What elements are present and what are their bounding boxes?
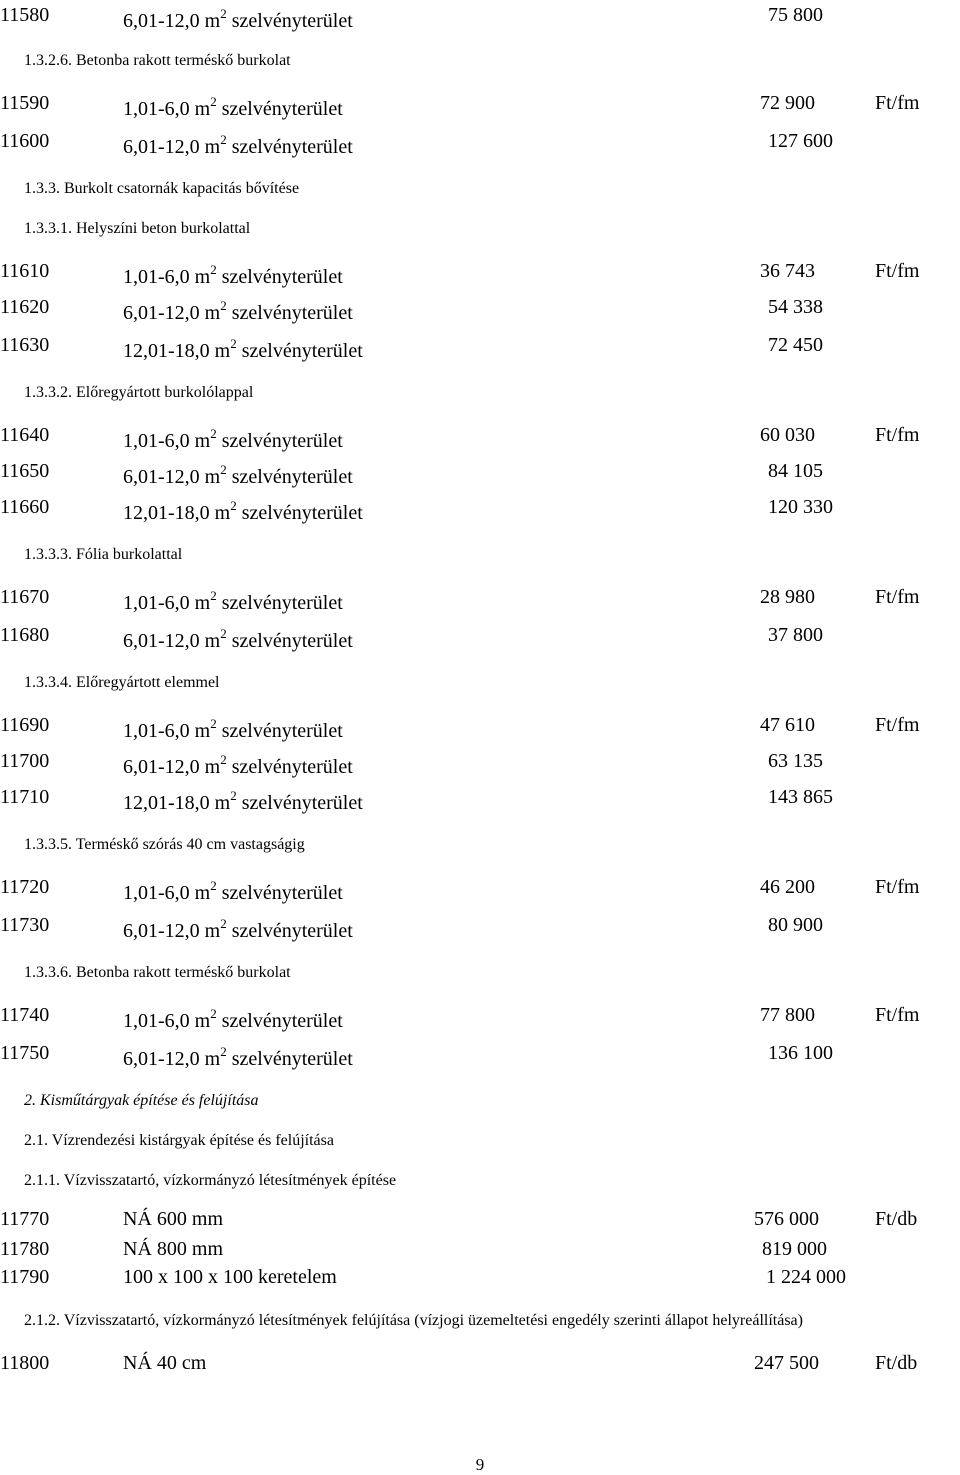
- item-description: [123, 262, 343, 289]
- area-exponent: 2: [220, 916, 227, 931]
- area-unit: m: [194, 592, 211, 614]
- area-range: 1,01-6,0: [123, 1010, 195, 1032]
- item-price: 72 900: [760, 92, 815, 114]
- area-unit: m: [214, 340, 231, 362]
- area-unit: m: [204, 10, 221, 32]
- price-row: [0, 1266, 960, 1300]
- area-exponent: 2: [230, 788, 237, 803]
- area-range: 6,01-12,0: [123, 630, 205, 652]
- item-description: [123, 788, 363, 815]
- area-exponent: 2: [230, 336, 237, 351]
- item-code: 11640: [0, 424, 50, 446]
- item-description: [123, 336, 363, 363]
- item-code: 11800: [0, 1352, 50, 1374]
- item-code: 11670: [0, 586, 50, 608]
- item-price: 46 200: [760, 876, 815, 898]
- item-code: 11720: [0, 876, 50, 898]
- price-row: [0, 714, 960, 748]
- item-description: [123, 132, 353, 159]
- area-range: 1,01-6,0: [123, 720, 195, 742]
- area-suffix: szelvényterület: [226, 466, 353, 488]
- price-unit: Ft/fm: [875, 714, 920, 736]
- item-price: 576 000: [754, 1208, 819, 1230]
- area-range: 1,01-6,0: [123, 592, 195, 614]
- area-unit: m: [204, 136, 221, 158]
- area-range: 6,01-12,0: [123, 1048, 205, 1070]
- item-description: [123, 916, 353, 943]
- area-suffix: szelvényterület: [216, 882, 343, 904]
- item-description: [123, 626, 353, 653]
- area-suffix: szelvényterület: [236, 502, 363, 524]
- area-range: 1,01-6,0: [123, 430, 195, 452]
- area-range: 6,01-12,0: [123, 466, 205, 488]
- item-description: [123, 298, 353, 325]
- item-description: NÁ 600 mm: [123, 1208, 223, 1230]
- item-description: [123, 462, 353, 489]
- area-exponent: 2: [210, 426, 217, 441]
- item-code: 11660: [0, 496, 50, 518]
- item-description: [123, 878, 343, 905]
- item-code: 11600: [0, 130, 50, 152]
- item-code: 11790: [0, 1266, 50, 1288]
- price-row: [0, 496, 960, 530]
- area-unit: m: [194, 882, 211, 904]
- item-price: 1 224 000: [766, 1266, 846, 1288]
- item-code: 11770: [0, 1208, 50, 1230]
- area-suffix: szelvényterület: [226, 1048, 353, 1070]
- price-row: [0, 4, 960, 38]
- area-suffix: szelvényterület: [216, 98, 343, 120]
- item-price: 47 610: [760, 714, 815, 736]
- area-suffix: szelvényterület: [216, 720, 343, 742]
- section-heading: 2. Kisműtárgyak építése és felújítása: [24, 1092, 259, 1109]
- item-price: 77 800: [760, 1004, 815, 1026]
- item-code: 11680: [0, 624, 50, 646]
- section-heading: 1.3.3.4. Előregyártott elemmel: [24, 674, 220, 691]
- item-code: 11590: [0, 92, 50, 114]
- item-code: 11700: [0, 750, 50, 772]
- item-price: 54 338: [768, 296, 823, 318]
- area-range: 1,01-6,0: [123, 98, 195, 120]
- item-description: [123, 6, 353, 33]
- item-description: [123, 498, 363, 525]
- area-exponent: 2: [220, 462, 227, 477]
- price-row: [0, 914, 960, 948]
- section-heading: 2.1.2. Vízvisszatartó, vízkormányzó létesítmények felújítása (vízjogi üzemeltetési engedély szerinti állapot helyreállítása): [24, 1312, 803, 1329]
- section-heading: 1.3.3.3. Fólia burkolattal: [24, 546, 183, 563]
- item-price: 28 980: [760, 586, 815, 608]
- item-price: 63 135: [768, 750, 823, 772]
- item-price: 127 600: [768, 130, 833, 152]
- area-range: 12,01-18,0: [123, 502, 215, 524]
- item-code: 11690: [0, 714, 50, 736]
- area-unit: m: [214, 792, 231, 814]
- item-price: 120 330: [768, 496, 833, 518]
- price-row: [0, 750, 960, 784]
- area-suffix: szelvényterület: [226, 136, 353, 158]
- price-row: [0, 586, 960, 620]
- section-heading: 1.3.3. Burkolt csatornák kapacitás bővítése: [24, 180, 300, 197]
- item-description: [123, 426, 343, 453]
- area-exponent: 2: [220, 298, 227, 313]
- area-unit: m: [194, 1010, 211, 1032]
- area-exponent: 2: [220, 752, 227, 767]
- area-unit: m: [194, 430, 211, 452]
- page-number: 9: [475, 1455, 485, 1474]
- item-description: [123, 94, 343, 121]
- area-exponent: 2: [220, 6, 227, 21]
- item-code: 11750: [0, 1042, 50, 1064]
- area-range: 6,01-12,0: [123, 302, 205, 324]
- area-exponent: 2: [210, 1006, 217, 1021]
- area-range: 6,01-12,0: [123, 10, 205, 32]
- item-price: 75 800: [768, 4, 823, 26]
- price-unit: Ft/db: [875, 1352, 918, 1374]
- item-code: 11620: [0, 296, 50, 318]
- area-range: 12,01-18,0: [123, 340, 215, 362]
- section-heading: 1.3.3.5. Terméskő szórás 40 cm vastagságig: [24, 836, 305, 853]
- area-exponent: 2: [210, 588, 217, 603]
- area-unit: m: [204, 920, 221, 942]
- price-row: [0, 1004, 960, 1038]
- item-price: 60 030: [760, 424, 815, 446]
- item-price: 80 900: [768, 914, 823, 936]
- section-heading: 1.3.3.6. Betonba rakott terméskő burkolat: [24, 964, 291, 981]
- area-unit: m: [204, 466, 221, 488]
- price-unit: Ft/db: [875, 1208, 918, 1230]
- area-unit: m: [194, 98, 211, 120]
- item-price: 36 743: [760, 260, 815, 282]
- item-description: [123, 752, 353, 779]
- item-price: 72 450: [768, 334, 823, 356]
- item-price: 37 800: [768, 624, 823, 646]
- section-heading: 2.1. Vízrendezési kistárgyak építése és felújítása: [24, 1132, 334, 1149]
- area-range: 6,01-12,0: [123, 136, 205, 158]
- price-row: [0, 260, 960, 294]
- item-description: NÁ 40 cm: [123, 1352, 207, 1374]
- area-range: 6,01-12,0: [123, 756, 205, 778]
- price-unit: Ft/fm: [875, 1004, 920, 1026]
- item-price: 819 000: [762, 1238, 827, 1260]
- item-price: 143 865: [768, 786, 833, 808]
- area-exponent: 2: [230, 498, 237, 513]
- item-description: NÁ 800 mm: [123, 1238, 223, 1260]
- area-suffix: szelvényterület: [226, 10, 353, 32]
- area-suffix: szelvényterület: [216, 1010, 343, 1032]
- area-exponent: 2: [220, 132, 227, 147]
- price-row: [0, 1042, 960, 1076]
- section-heading: 1.3.3.2. Előregyártott burkolólappal: [24, 384, 254, 401]
- area-suffix: szelvényterület: [226, 630, 353, 652]
- item-description: 100 x 100 x 100 keretelem: [123, 1266, 337, 1288]
- price-row: [0, 786, 960, 820]
- area-unit: m: [194, 266, 211, 288]
- area-unit: m: [204, 302, 221, 324]
- area-suffix: szelvényterület: [226, 302, 353, 324]
- item-code: 11580: [0, 4, 50, 26]
- item-description: [123, 1006, 343, 1033]
- area-range: 6,01-12,0: [123, 920, 205, 942]
- price-row: [0, 296, 960, 330]
- area-unit: m: [204, 630, 221, 652]
- price-row: [0, 876, 960, 910]
- area-unit: m: [204, 1048, 221, 1070]
- price-row: [0, 130, 960, 164]
- item-code: 11740: [0, 1004, 50, 1026]
- price-row: [0, 460, 960, 494]
- area-range: 1,01-6,0: [123, 266, 195, 288]
- price-row: [0, 424, 960, 458]
- area-suffix: szelvényterület: [226, 756, 353, 778]
- area-suffix: szelvényterület: [226, 920, 353, 942]
- item-code: 11710: [0, 786, 50, 808]
- area-exponent: 2: [220, 1044, 227, 1059]
- area-exponent: 2: [210, 716, 217, 731]
- item-code: 11610: [0, 260, 50, 282]
- area-suffix: szelvényterület: [216, 266, 343, 288]
- price-row: [0, 1352, 960, 1386]
- section-heading: 2.1.1. Vízvisszatartó, vízkormányzó létesítmények építése: [24, 1172, 397, 1189]
- area-unit: m: [214, 502, 231, 524]
- price-unit: Ft/fm: [875, 424, 920, 446]
- item-code: 11630: [0, 334, 50, 356]
- section-heading: 1.3.2.6. Betonba rakott terméskő burkolat: [24, 52, 291, 69]
- area-suffix: szelvényterület: [216, 430, 343, 452]
- price-row: [0, 334, 960, 368]
- price-unit: Ft/fm: [875, 260, 920, 282]
- price-row: [0, 624, 960, 658]
- item-price: 136 100: [768, 1042, 833, 1064]
- area-unit: m: [204, 756, 221, 778]
- area-suffix: szelvényterület: [236, 340, 363, 362]
- item-price: 247 500: [754, 1352, 819, 1374]
- item-code: 11730: [0, 914, 50, 936]
- area-suffix: szelvényterület: [236, 792, 363, 814]
- price-unit: Ft/fm: [875, 876, 920, 898]
- item-description: [123, 1044, 353, 1071]
- area-exponent: 2: [210, 262, 217, 277]
- area-exponent: 2: [210, 94, 217, 109]
- area-exponent: 2: [210, 878, 217, 893]
- area-exponent: 2: [220, 626, 227, 641]
- area-range: 12,01-18,0: [123, 792, 215, 814]
- item-price: 84 105: [768, 460, 823, 482]
- area-unit: m: [194, 720, 211, 742]
- area-range: 1,01-6,0: [123, 882, 195, 904]
- price-unit: Ft/fm: [875, 92, 920, 114]
- price-row: [0, 92, 960, 126]
- price-unit: Ft/fm: [875, 586, 920, 608]
- section-heading: 1.3.3.1. Helyszíni beton burkolattal: [24, 220, 251, 237]
- area-suffix: szelvényterület: [216, 592, 343, 614]
- item-code: 11780: [0, 1238, 50, 1260]
- item-code: 11650: [0, 460, 50, 482]
- item-description: [123, 588, 343, 615]
- item-description: [123, 716, 343, 743]
